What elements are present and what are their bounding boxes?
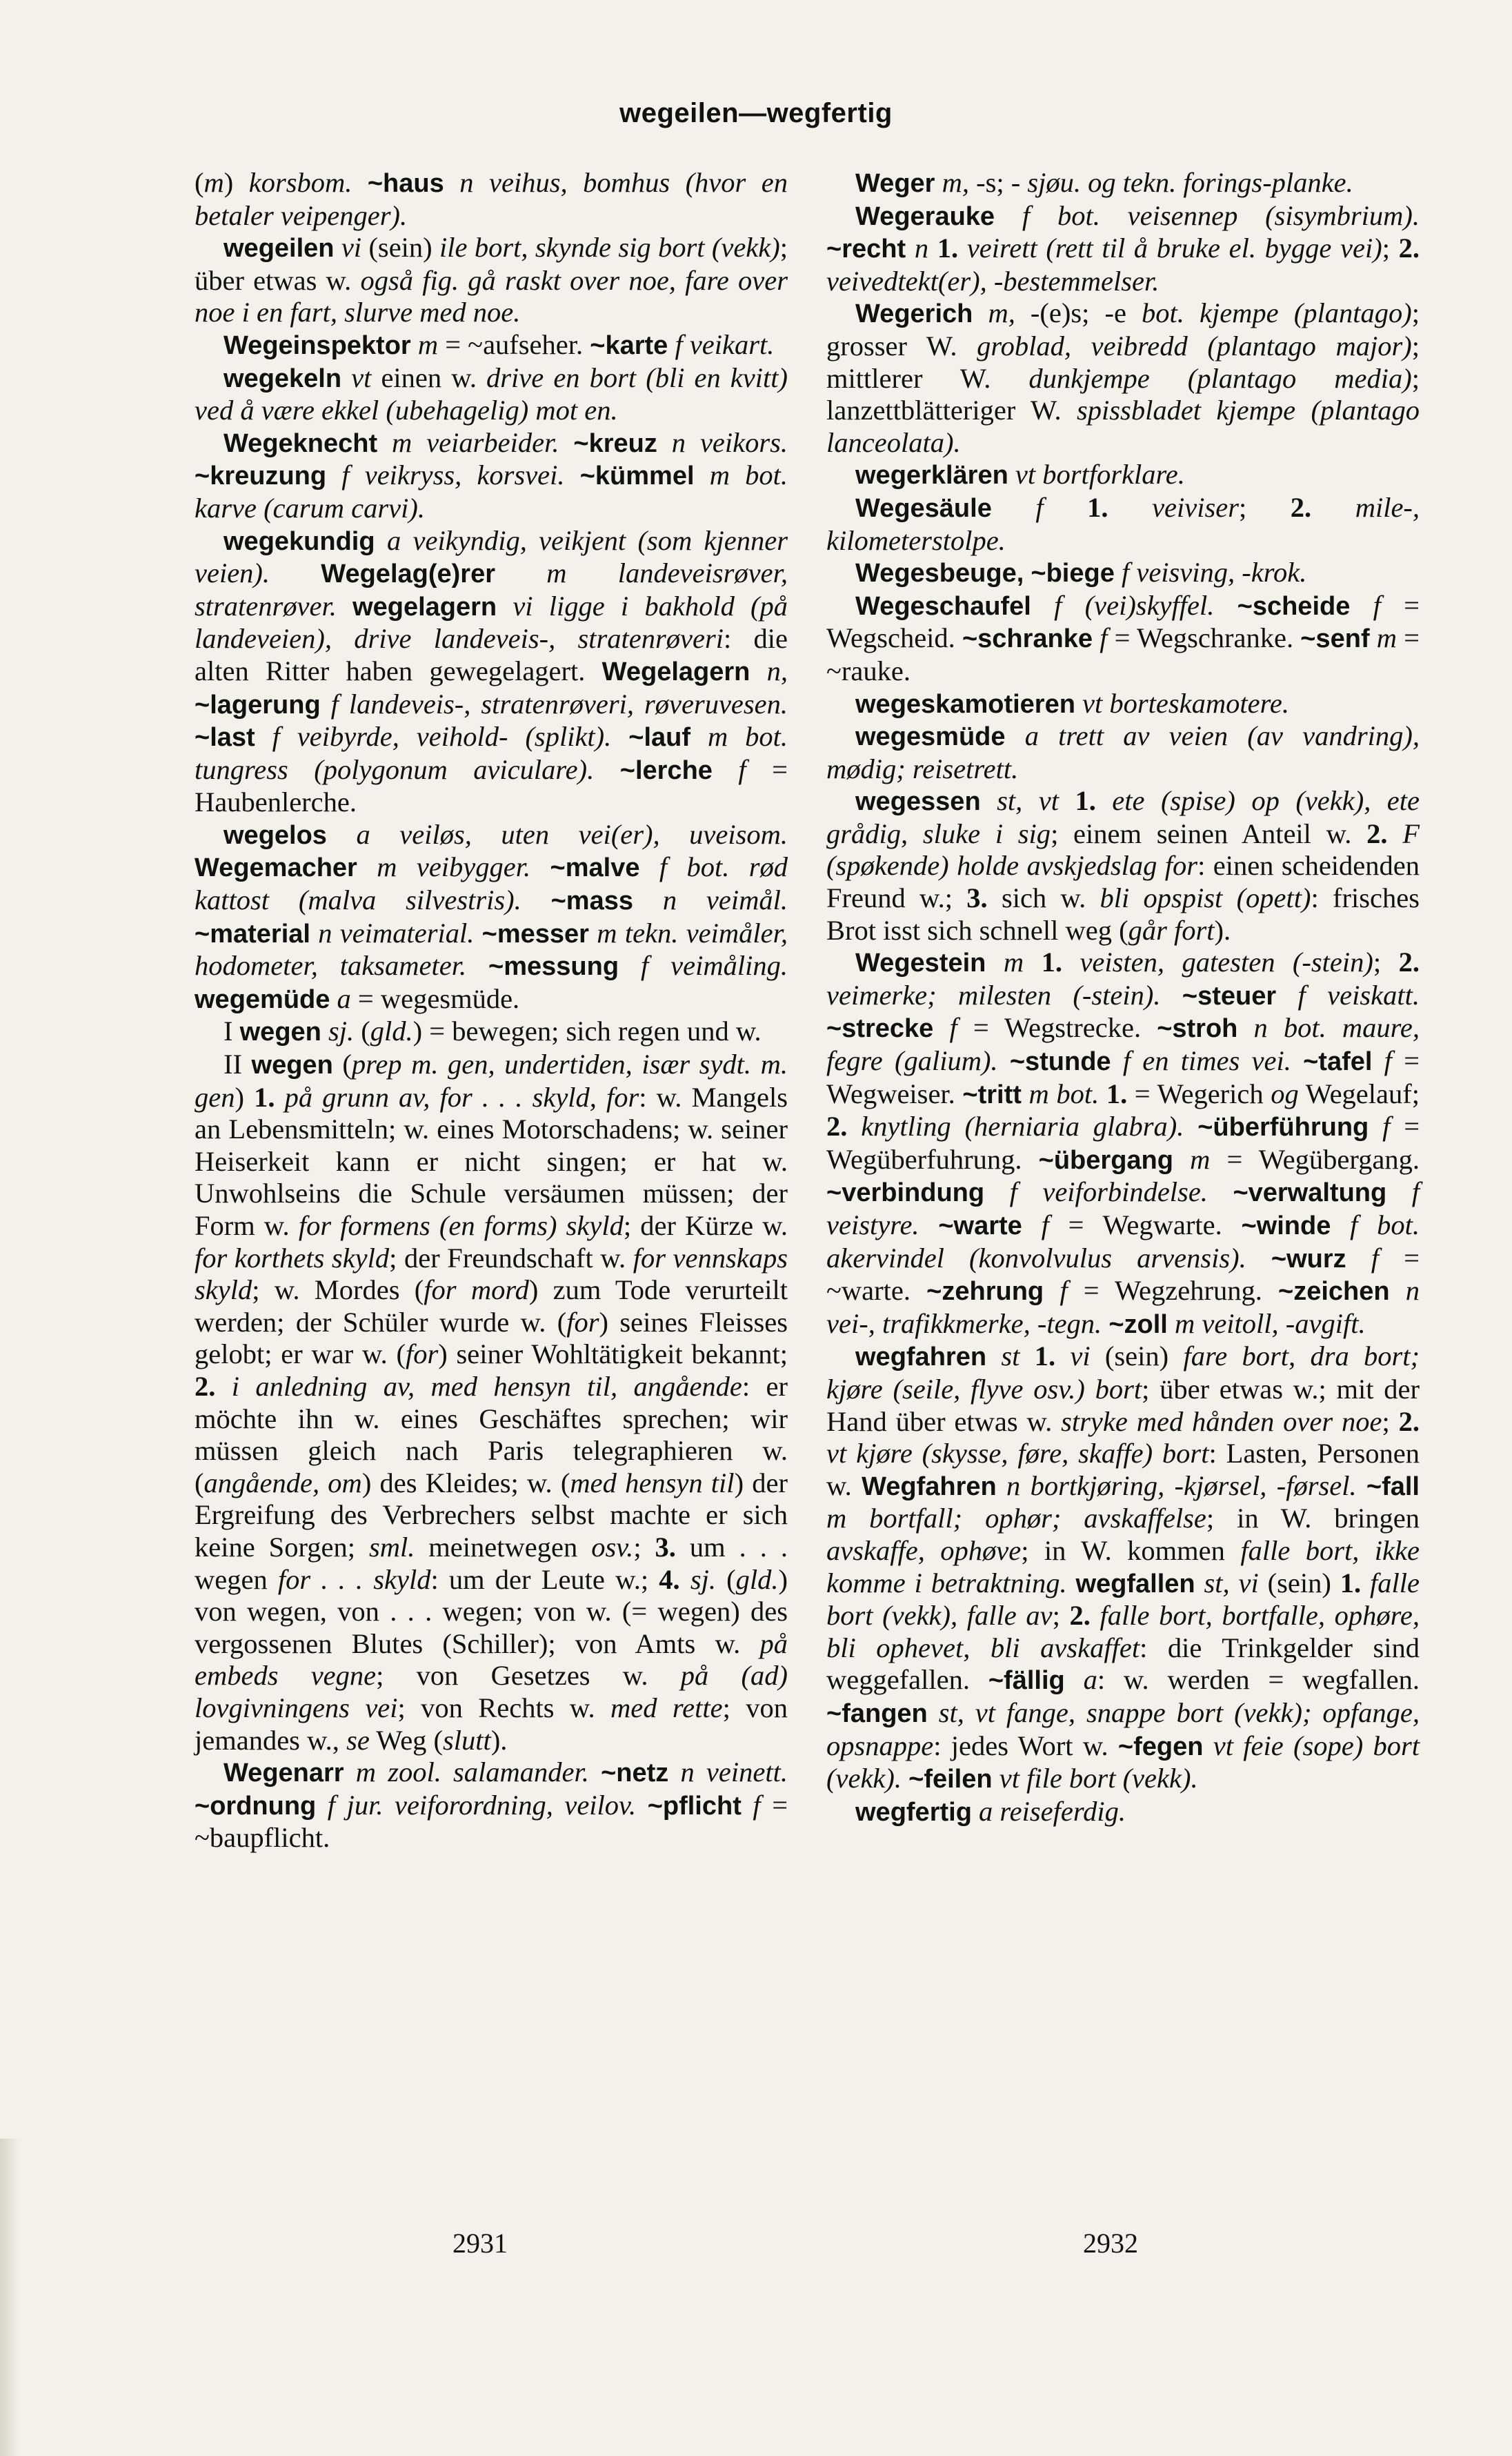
left-column bbox=[195, 167, 788, 1854]
right-entry: Weger m, -s; - sjøu. og tekn. forings-planke. bbox=[855, 167, 1353, 198]
left-entry: wegeilen vi (sein) ile bort, skynde sig bort (vekk); über etwas w. også fig. gå raskt over noe, fare over noe i en fart, slurve med noe. bbox=[195, 232, 788, 328]
left-entry: wegelos a veiløs, uten vei(er), uveisom. Wegemacher m veibygger. ~malve f bot. rød kattost (malva silvestris). ~mass n veimål. ~material n veimaterial. ~messer m tekn. veimåler, hodometer, taksameter. ~messung f veimåling. wegemüde a = wegesmüde. bbox=[195, 818, 788, 1014]
running-header: wegeilen—wegfertig bbox=[619, 98, 893, 128]
right-entry: Wegesäule f 1. veiviser; 2. mile-, kilometerstolpe. bbox=[826, 491, 1420, 556]
left-entry: wegekeln vt einen w. drive en bort (bli en kvitt) ved å være ekkel (ubehagelig) mot en. bbox=[195, 362, 788, 426]
page-edge-shadow bbox=[0, 2139, 21, 2456]
right-entry: Wegeschaufel f (vei)skyffel. ~scheide f = Wegscheid. ~schranke f = Wegschranke. ~senf m = ~rauke. bbox=[826, 589, 1420, 686]
left-entry: Wegenarr m zool. salamander. ~netz n veinett. ~ordnung f jur. veiforordning, veilov. ~pflicht f = ~baupflicht. bbox=[195, 1756, 788, 1854]
left-entry: Wegeknecht m veiarbeider. ~kreuz n veikors. ~kreuzung f veikryss, korsvei. ~kümmel m bot. karve (carum carvi). bbox=[195, 426, 788, 524]
right-entry: Wegerich m, -(e)s; -e bot. kjempe (plantago); grosser W. groblad, veibredd (plantago major); mittlerer W. dunkjempe (plantago media); lanzettblätteriger W. spissbladet kjempe (plantago lanceolata). bbox=[826, 297, 1420, 458]
left-entry: (m) korsbom. ~haus n veihus, bomhus (hvor en betaler veipenger). bbox=[195, 167, 788, 231]
right-entry: Wegesbeuge, ~biege f veisving, -krok. bbox=[855, 557, 1307, 588]
left-entry: II wegen (prep m. gen, undertiden, især sydt. m. gen) 1. på grunn av, for . . . skyld, for: w. Mangels an Lebensmitteln; w. eines Motorschadens; w. seiner Heiserkeit kann er nicht singen; er hat w. Unwohlseins die Schule versäumen müssen; der Form w. for formens (en forms) skyld; der Kürze w. for korthets skyld; der Freundschaft w. for vennskaps skyld; w. Mordes (for mord) zum Tode verurteilt werden; der Schüler wurde w. (for) seines Fleisses gelobt; er war w. (for) seiner Wohltätigkeit bekannt; 2. i anledning av, med hensyn til, angående: er möchte ihn w. eines Geschäftes sprechen; wir müssen gleich nach Paris telegraphieren w. (angående, om) des Kleides; w. (med hensyn til) der Ergreifung des Verbrechers selbst machte er sich keine Sorgen; sml. meinetwegen osv.; 3. um . . . wegen for . . . skyld: um der Leute w.; 4. sj. (gld.) von wegen, von . . . wegen; von w. (= wegen) des vergossenen Blutes (Schiller); von Amts w. på embeds vegne; von Gesetzes w. på (ad) lovgivningens vei; von Rechts w. med rette; von jemandes w., se Weg (slutt). bbox=[195, 1049, 788, 1756]
left-entry: Wegeinspektor m = ~aufseher. ~karte f veikart. bbox=[223, 328, 775, 360]
right-column bbox=[826, 167, 1420, 1828]
left-entry: I wegen sj. (gld.) = bewegen; sich regen und w. bbox=[223, 1016, 762, 1047]
right-entry: wegfahren st 1. vi (sein) fare bort, dra bort; kjøre (seile, flyve osv.) bort; über etwas w.; mit der Hand über etwas w. stryke med hånden over noe; 2. vt kjøre (skysse, føre, skaffe) bort: Lasten, Personen w. Wegfahren n bortkjøring, -kjørsel, -førsel. ~fall m bortfall; ophør; avskaffelse; in W. bringen avskaffe, ophøve; in W. kommen falle bort, ikke komme i betraktning. wegfallen st, vi (sein) 1. falle bort (vekk), falle av; 2. falle bort, bortfalle, ophøre, bli ophevet, bli avskaffet: die Trinkgelder sind weggefallen. ~fällig a: w. werden = wegfallen. ~fangen st, vt fange, snappe bort (vekk); opfange, opsnappe: jedes Wort w. ~fegen vt feie (sope) bort (vekk). ~feilen vt file bort (vekk). bbox=[826, 1340, 1420, 1794]
page-number-left: 2931 bbox=[452, 2228, 508, 2259]
right-entry: wegeskamotieren vt borteskamotere. bbox=[855, 687, 1289, 719]
right-entry: wegfertig a reiseferdig. bbox=[855, 1795, 1126, 1827]
right-entry: wegessen st, vt 1. ete (spise) op (vekk), ete grådig, sluke i sig; einem seinen Anteil w. 2. F (spøkende) holde avskjedslag for: einen scheidenden Freund w.; 3. sich w. bli opspist (opett): frisches Brot isst sich schnell weg (går fort). bbox=[826, 785, 1420, 946]
right-entry: Wegestein m 1. veisten, gatesten (-stein); 2. veimerke; milesten (-stein). ~steuer f veiskatt. ~strecke f = Wegstrecke. ~stroh n bot. maure, fegre (galium). ~stunde f en times vei. ~tafel f = Wegweiser. ~tritt m bot. 1. = Wegerich og Wegelauf; 2. knytling (herniaria glabra). ~überführung f = Wegüberfuhrung. ~übergang m = Wegübergang. ~verbindung f veiforbindelse. ~verwaltung f veistyre. ~warte f = Wegwarte. ~winde f bot. akervindel (konvolvulus arvensis). ~wurz f = ~warte. ~zehrung f = Wegzehrung. ~zeichen n vei-, trafikkmerke, -tegn. ~zoll m veitoll, -avgift. bbox=[826, 947, 1420, 1339]
page-number-right: 2932 bbox=[1083, 2228, 1138, 2259]
right-entry: wegesmüde a trett av veien (av vandring), mødig; reisetrett. bbox=[826, 720, 1420, 784]
right-entry: wegerklären vt bortforklare. bbox=[855, 459, 1185, 491]
left-entry: wegekundig a veikyndig, veikjent (som kjenner veien). Wegelag(e)rer m landeveisrøver, stratenrøver. wegelagern vi ligge i bakhold (på landeveien), drive landeveis-, stratenrøveri: die alten Ritter haben gewegelagert. Wegelagern n, ~lagerung f landeveis-, stratenrøveri, røveruvesen. ~last f veibyrde, veihold- (splikt). ~lauf m bot. tungress (polygonum aviculare). ~lerche f = Haubenlerche. bbox=[195, 524, 788, 818]
right-entry: Wegerauke f bot. veisennep (sisymbrium). ~recht n 1. veirett (rett til å bruke el. bygge vei); 2. veivedtekt(er), -bestemmelser. bbox=[826, 199, 1420, 297]
